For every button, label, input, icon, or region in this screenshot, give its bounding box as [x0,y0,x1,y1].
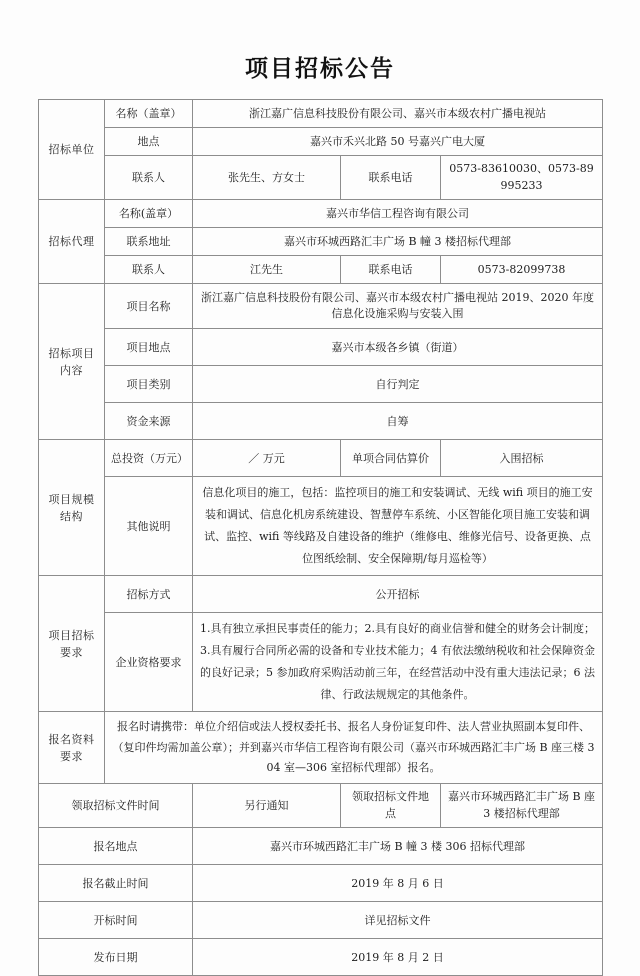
page-title: 项目招标公告 [245,55,395,82]
label-bid-opening-time: 开标时间 [39,902,193,939]
label-tender-unit-name: 名称（盖章） [105,100,193,128]
label-fund-source: 资金来源 [105,403,193,440]
table-row [39,128,603,156]
table-row [39,366,603,403]
value-tender-agent-name: 嘉兴市华信工程咨询有限公司 [193,200,603,228]
table-row [39,902,603,939]
value-tender-unit-name: 浙江嘉广信息科技股份有限公司、嘉兴市本级农村广播电视站 [193,100,603,128]
value-publish-date: 2019 年 8 月 2 日 [193,939,603,976]
table-row [39,477,603,576]
label-other-description: 其他说明 [105,477,193,576]
label-unit-contract-price: 单项合同估算价 [341,440,441,477]
label-tender-unit-contact: 联系人 [105,156,193,200]
value-tender-agent-phone: 0573-82099738 [441,256,603,284]
value-document-pickup-place: 嘉兴市环城西路汇丰广场 B 座 3 楼招标代理部 [441,784,603,828]
table-row [39,256,603,284]
label-registration-deadline: 报名截止时间 [39,865,193,902]
label-tender-agent-name: 名称(盖章） [105,200,193,228]
value-other-description: 信息化项目的施工，包括：监控项目的施工和安装调试、无线 wifi 项目的施工安装和调试、信息化机房系统建设、智慧停车系统、小区智能化项目施工安装和调试、监控、wifi 等线路及自建设备的维护（维修电、维修光信号、设备更换、点位图纸绘制、安全保障期/每月巡检等） [193,477,603,576]
table-row [39,613,603,712]
section-label-tender-agent: 招标代理 [39,200,105,284]
label-project-type: 项目类别 [105,366,193,403]
section-label-tender-unit: 招标单位 [39,100,105,200]
value-total-investment: ／ 万元 [193,440,341,477]
section-label-project-content: 招标项目内容 [39,284,105,440]
bid-announcement-table [38,99,603,976]
value-document-pickup-time: 另行通知 [193,784,341,828]
label-tender-unit-phone: 联系电话 [341,156,441,200]
table-row [39,228,603,256]
value-unit-contract-price: 入围招标 [441,440,603,477]
table-row [39,865,603,902]
value-tender-agent-address: 嘉兴市环城西路汇丰广场 B 幢 3 楼招标代理部 [193,228,603,256]
label-document-pickup-place: 领取招标文件地点 [341,784,441,828]
value-project-name: 浙江嘉广信息科技股份有限公司、嘉兴市本级农村广播电视站 2019、2020 年度信息化设施采购与安装入围 [193,284,603,329]
section-label-project-scale: 项目规模结构 [39,440,105,576]
value-fund-source: 自筹 [193,403,603,440]
table-row [39,440,603,477]
table-row [39,576,603,613]
table-row [39,939,603,976]
label-document-pickup-time: 领取招标文件时间 [39,784,193,828]
label-publish-date: 发布日期 [39,939,193,976]
label-qualification-requirements: 企业资格要求 [105,613,193,712]
table-row [39,284,603,329]
value-project-site: 嘉兴市本级各乡镇（街道） [193,329,603,366]
section-label-tender-requirements: 项目招标要求 [39,576,105,712]
table-row [39,712,603,784]
label-registration-place: 报名地点 [39,828,193,865]
label-total-investment: 总投资（万元） [105,440,193,477]
value-tender-unit-contact: 张先生、方女士 [193,156,341,200]
value-registration-deadline: 2019 年 8 月 6 日 [193,865,603,902]
table-row [39,403,603,440]
table-row [39,329,603,366]
value-tender-unit-address: 嘉兴市禾兴北路 50 号嘉兴广电大厦 [193,128,603,156]
table-row [39,100,603,128]
label-tender-unit-address: 地点 [105,128,193,156]
table-row [39,784,603,828]
label-tender-agent-address: 联系地址 [105,228,193,256]
table-row [39,200,603,228]
label-project-site: 项目地点 [105,329,193,366]
table-row [39,828,603,865]
table-row [39,156,603,200]
section-label-registration-materials: 报名资料要求 [39,712,105,784]
label-project-name: 项目名称 [105,284,193,329]
value-qualification-requirements: 1.具有独立承担民事责任的能力；2.具有良好的商业信誉和健全的财务会计制度；3.具有履行合同所必需的设备和专业技术能力；4 有依法缴纳税收和社会保障资金的良好记录；5 参加政府采购活动前三年，在经营活动中没有重大违法记录；6 法律、行政法规规定的其他条件。 [193,613,603,712]
label-tender-method: 招标方式 [105,576,193,613]
value-registration-materials: 报名时请携带：单位介绍信或法人授权委托书、报名人身份证复印件、法人营业执照副本复印件、（复印件均需加盖公章）；并到嘉兴市华信工程咨询有限公司（嘉兴市环城西路汇丰广场 B 座三楼 304 室—306 室招标代理部）报名。 [105,712,603,784]
value-tender-method: 公开招标 [193,576,603,613]
label-tender-agent-phone: 联系电话 [341,256,441,284]
value-registration-place: 嘉兴市环城西路汇丰广场 B 幢 3 楼 306 招标代理部 [193,828,603,865]
value-tender-agent-contact: 江先生 [193,256,341,284]
value-bid-opening-time: 详见招标文件 [193,902,603,939]
value-project-type: 自行判定 [193,366,603,403]
value-tender-unit-phone: 0573-83610030、0573-89995233 [441,156,603,200]
label-tender-agent-contact: 联系人 [105,256,193,284]
